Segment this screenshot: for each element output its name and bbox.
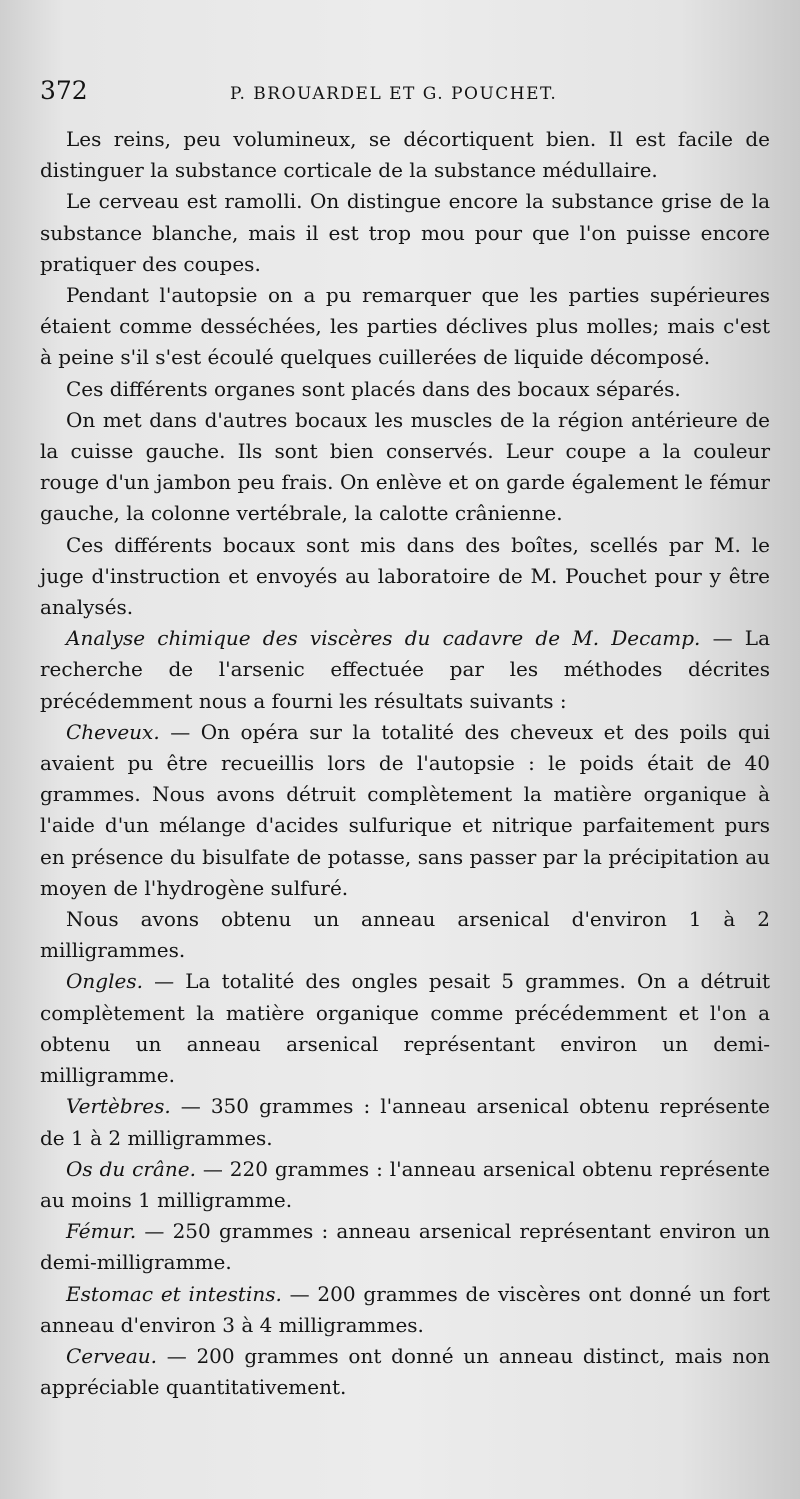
section-lead: Ongles. [66, 969, 143, 994]
paragraph: Ces différents organes sont placés dans des bocaux séparés. [66, 376, 681, 401]
running-title: P. BROUARDEL ET G. POUCHET. [230, 84, 558, 104]
paragraph-ongles: Ongles. — La totalité des ongles pesait 5 grammes. On a détruit complètement la matière organique comme précédemment et l'on a obtenu un anneau arsenical représentant environ un demi-milligramme. [40, 969, 770, 1088]
paragraph-cerveau: Cerveau. — 200 grammes ont donné un anneau distinct, mais non appréciable quantitativement. [40, 1343, 770, 1400]
section-lead: Os du crâne. [66, 1156, 196, 1181]
section-lead: Vertèbres. [66, 1094, 171, 1119]
paragraph: Nous avons obtenu un anneau arsenical d'environ 1 à 2 milligrammes. [40, 907, 770, 963]
section-lead: Estomac et intestins. [66, 1281, 282, 1306]
paragraph-os-du-crane: Os du crâne. — 220 grammes : l'anneau arsenical obtenu représente au moins 1 milligramme. [40, 1156, 770, 1212]
paragraph: Pendant l'autopsie on a pu remarquer que les parties supérieures étaient comme desséchées, les parties déclives plus molles; mais c'est à peine s'il s'est écoulé quelques cuillerées de liquide décomposé. [40, 283, 770, 370]
body-text [40, 124, 770, 1403]
section-lead: Fémur. [66, 1219, 137, 1244]
paragraph: Les reins, peu volumineux, se décortiquent bien. Il est facile de distinguer la substance corticale de la substance médullaire. [40, 127, 770, 183]
paragraph-estomac: Estomac et intestins. — 200 grammes de viscères ont donné un fort anneau d'environ 3 à 4 milligrammes. [40, 1281, 770, 1337]
page-number: 372 [40, 76, 88, 105]
paragraph-vertebres: Vertèbres. — 350 grammes : l'anneau arsenical obtenu représente de 1 à 2 milligrammes. [40, 1094, 770, 1150]
paragraph-femur: Fémur. — 250 grammes : anneau arsenical représentant environ un demi-milligramme. [40, 1219, 770, 1275]
section-lead: Analyse chimique des viscères du cadavre de M. Decamp. [66, 626, 701, 651]
paragraph-analysis-heading: Analyse chimique des viscères du cadavre de M. Decamp. — La recherche de l'arsenic effectuée par les méthodes décrites précédemment nous a fourni les résultats suivants : [40, 626, 770, 713]
paragraph: Le cerveau est ramolli. On distingue encore la substance grise de la substance blanche, mais il est trop mou pour que l'on puisse encore pratiquer des coupes. [40, 189, 770, 276]
paragraph: On met dans d'autres bocaux les muscles de la région antérieure de la cuisse gauche. Ils sont bien conservés. Leur coupe a la couleur rouge d'un jambon peu frais. On enlève et on garde également le fémur gauche, la colonne vertébrale, la calotte crânienne. [40, 407, 770, 526]
section-lead: Cheveux. [66, 719, 160, 744]
paragraph: Ces différents bocaux sont mis dans des boîtes, scellés par M. le juge d'instruction et envoyés au laboratoire de M. Pouchet pour y être analysés. [40, 532, 770, 620]
page-header [40, 76, 770, 124]
section-lead: Cerveau. [66, 1343, 157, 1368]
paragraph-cheveux: Cheveux. — On opéra sur la totalité des cheveux et des poils qui avaient pu être recueillis lors de l'autopsie : le poids était de 40 grammes. Nous avons détruit complètement la matière organique à l'aide d'un mélange d'acides sulfurique et nitrique parfaitement purs en présence du bisulfate de potasse, sans passer par la précipitation au moyen de l'hydrogène sulfuré. [40, 719, 770, 900]
